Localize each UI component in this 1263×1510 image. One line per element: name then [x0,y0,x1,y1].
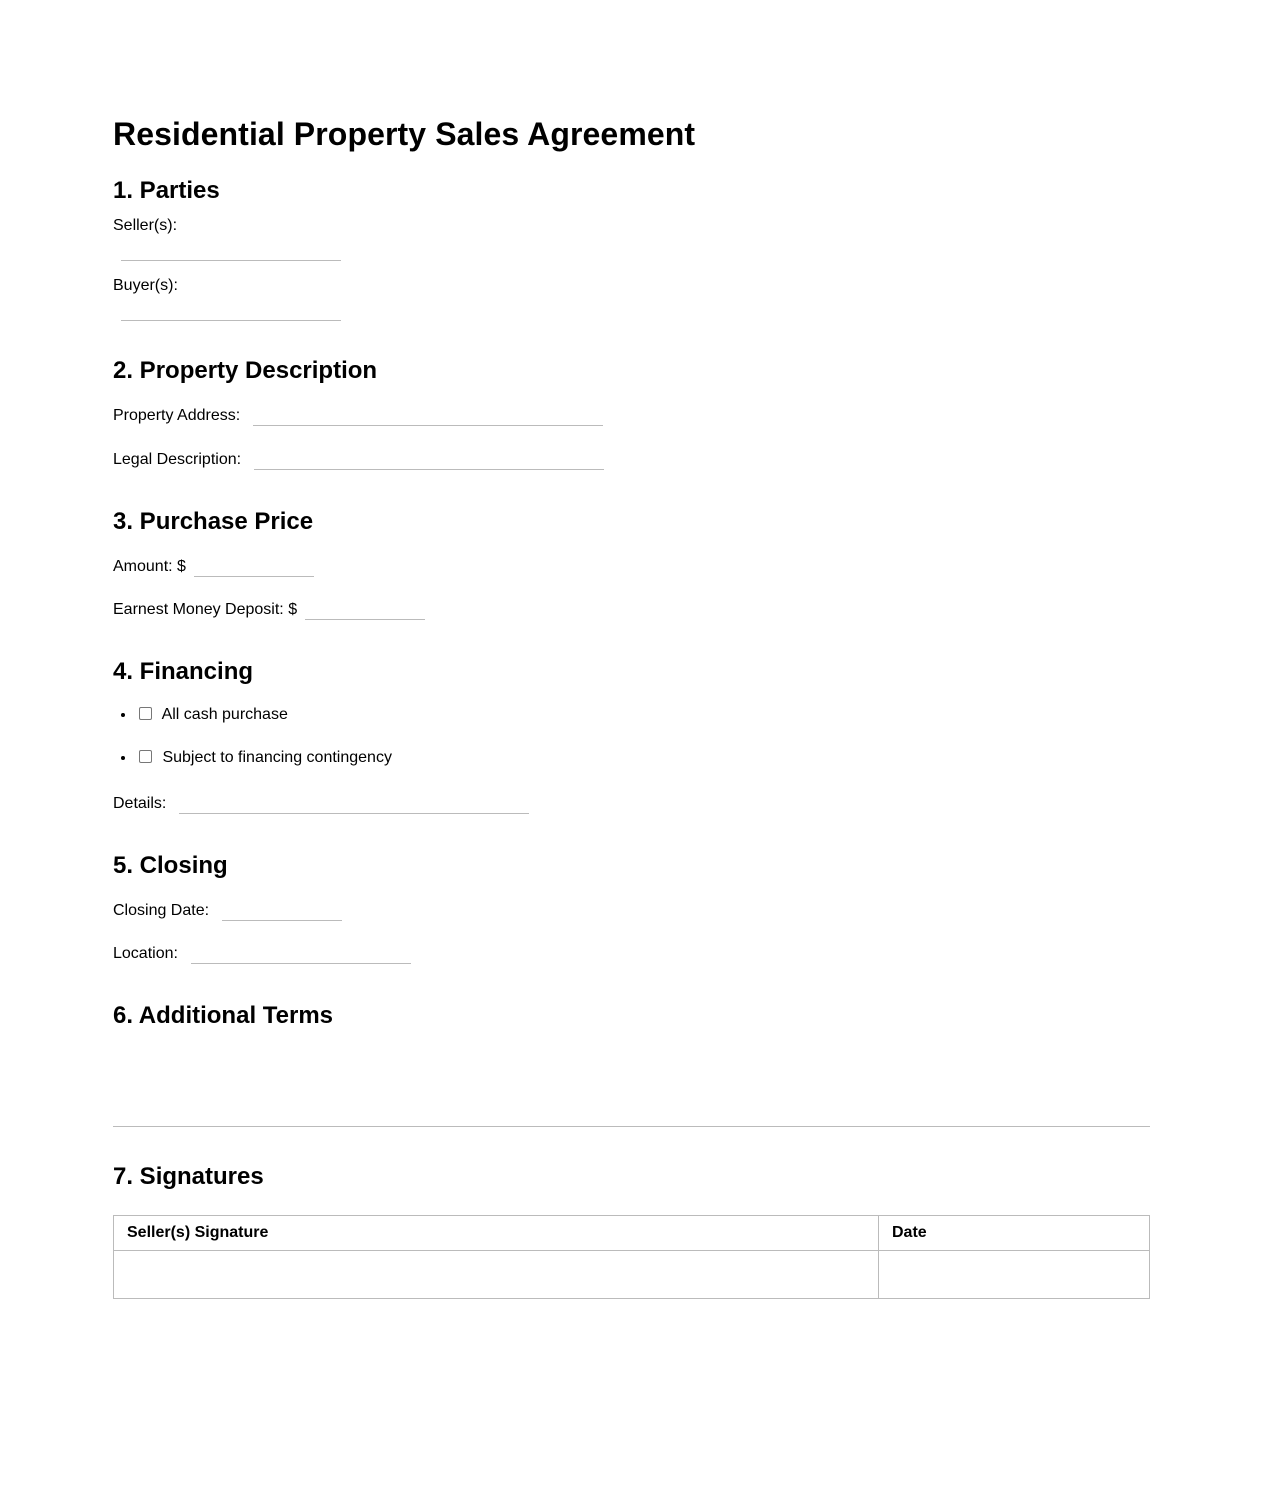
seller-input[interactable] [121,240,341,261]
legal-description-input[interactable] [254,449,604,470]
closing-date-input[interactable] [222,900,342,921]
financing-options [96,705,392,768]
financing-details-label: Details: [113,795,167,812]
section-heading-property: 2. Property Description [113,357,378,384]
seller-label: Seller(s): [113,217,178,234]
amount-label: Amount: $ [113,558,186,575]
section-heading-financing: 4. Financing [113,658,254,685]
closing-location-input[interactable] [191,943,411,964]
section-parties [113,176,220,294]
financing-details-input[interactable] [179,793,529,814]
signature-date-cell[interactable] [879,1251,1150,1299]
earnest-deposit-row [113,599,425,620]
date-header: Date [879,1216,1150,1251]
seller-signature-cell[interactable] [114,1251,879,1299]
earnest-deposit-input[interactable] [305,599,425,620]
table-row [114,1251,1150,1299]
section-heading-signatures: 7. Signatures [113,1163,264,1190]
amount-input[interactable] [194,556,314,577]
section-heading-parties: 1. Parties [113,177,220,204]
cash-purchase-label: All cash purchase [161,706,288,723]
property-address-input[interactable] [253,405,603,426]
section-heading-closing: 5. Closing [113,852,228,879]
seller-signature-header: Seller(s) Signature [114,1216,879,1251]
amount-row [113,556,314,577]
property-address-row [113,405,603,426]
financing-option-contingency [136,748,392,768]
financing-contingency-label: Subject to financing contingency [162,749,392,766]
signatures-table [113,1215,1150,1299]
financing-option-cash [136,705,392,725]
closing-date-label: Closing Date: [113,902,210,919]
earnest-deposit-label: Earnest Money Deposit: $ [113,601,298,618]
buyer-label: Buyer(s): [113,277,178,294]
legal-description-row [113,449,604,470]
legal-description-label: Legal Description: [113,451,242,468]
financing-contingency-checkbox[interactable] [139,750,152,763]
signatures-header-row [114,1216,1150,1251]
page-title: Residential Property Sales Agreement [113,116,696,152]
section-heading-price: 3. Purchase Price [113,508,314,535]
agreement-page [113,0,1150,1241]
closing-location-row [113,943,411,964]
closing-date-row [113,900,342,921]
financing-details-row [113,793,529,814]
closing-location-label: Location: [113,945,178,962]
additional-terms-textarea[interactable] [113,1046,1150,1127]
buyer-input[interactable] [121,300,341,321]
cash-purchase-checkbox[interactable] [139,707,152,720]
section-heading-additional-terms: 6. Additional Terms [113,1002,334,1029]
property-address-label: Property Address: [113,407,241,424]
